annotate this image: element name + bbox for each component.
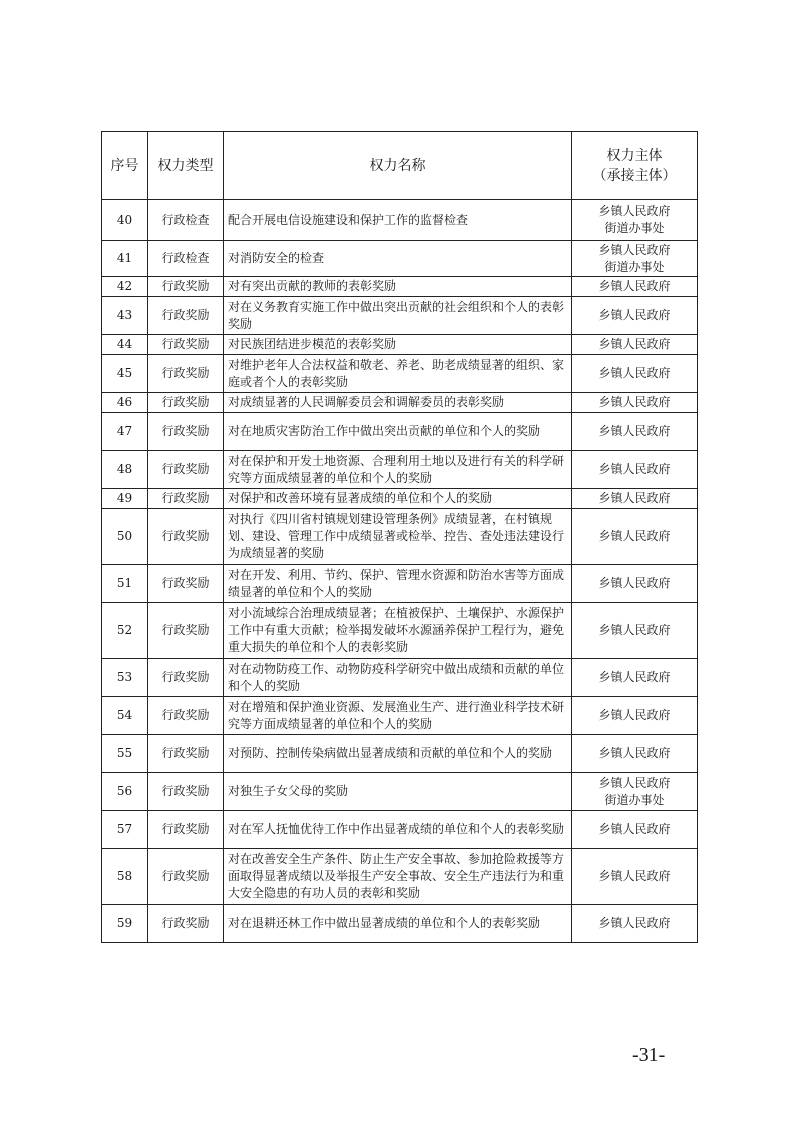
- table-row: [102, 811, 698, 849]
- power-type: 行政奖励: [148, 565, 224, 603]
- power-name: 对保护和改善环境有显著成绩的单位和个人的奖励: [224, 489, 572, 509]
- power-subject-line: 乡镇人民政府: [598, 308, 671, 322]
- power-type: 行政奖励: [148, 735, 224, 773]
- power-name: 对在增殖和保护渔业资源、发展渔业生产、进行渔业科学技术研究等方面成绩显著的单位和个人的奖励: [224, 697, 572, 735]
- power-subject: [572, 355, 698, 393]
- power-name: 对小流域综合治理成绩显著；在植被保护、土壤保护、水源保护工作中有重大贡献；检举揭发破坏水源涵养保护工程行为，避免重大损失的单位和个人的表彰奖励: [224, 603, 572, 659]
- power-subject: [572, 393, 698, 413]
- header-name: 权力名称: [224, 132, 572, 200]
- power-name: 对在保护和开发土地资源、合理利用土地以及进行有关的科学研究等方面成绩显著的单位和个人的奖励: [224, 451, 572, 489]
- power-name: 对在改善安全生产条件、防止生产安全事故、参加抢险救援等方面取得显著成绩以及举报生产安全事故、安全生产违法行为和重大安全隐患的有功人员的表彰和奖励: [224, 849, 572, 905]
- row-number: 44: [102, 335, 148, 355]
- power-name: 对预防、控制传染病做出显著成绩和贡献的单位和个人的奖励: [224, 735, 572, 773]
- row-number: 58: [102, 849, 148, 905]
- header-subject-line1: 权力主体: [606, 147, 663, 164]
- power-name: 对在动物防疫工作、动物防疫科学研究中做出成绩和贡献的单位和个人的奖励: [224, 659, 572, 697]
- power-subject-line: 乡镇人民政府: [598, 337, 671, 351]
- power-subject: [572, 603, 698, 659]
- row-number: 59: [102, 905, 148, 943]
- power-subject-line: 街道办事处: [604, 792, 665, 807]
- power-type: 行政奖励: [148, 451, 224, 489]
- table-row: [102, 413, 698, 451]
- power-subject-line: 街道办事处: [604, 259, 665, 274]
- power-subject: [572, 241, 698, 277]
- power-subject: [572, 659, 698, 697]
- power-subject-line: 乡镇人民政府: [598, 708, 671, 722]
- table-row: [102, 565, 698, 603]
- power-subject-line: 乡镇人民政府: [598, 424, 671, 438]
- header-num: 序号: [102, 132, 148, 200]
- power-type: 行政检查: [148, 200, 224, 241]
- row-number: 46: [102, 393, 148, 413]
- power-type: 行政奖励: [148, 413, 224, 451]
- power-name: 对执行《四川省村镇规划建设管理条例》成绩显著，在村镇规划、建设、管理工作中成绩显著或检举、控告、查处违法建设行为成绩显著的奖励: [224, 509, 572, 565]
- table-row: [102, 355, 698, 393]
- power-subject-line: 乡镇人民政府: [598, 916, 671, 930]
- power-type: 行政奖励: [148, 697, 224, 735]
- power-type: 行政奖励: [148, 905, 224, 943]
- power-subject-line: 乡镇人民政府: [598, 366, 671, 380]
- power-subject: [572, 905, 698, 943]
- power-subject-line: 乡镇人民政府: [598, 576, 671, 590]
- power-name: 对在军人抚恤优待工作中作出显著成绩的单位和个人的表彰奖励: [224, 811, 572, 849]
- row-number: 51: [102, 565, 148, 603]
- row-number: 41: [102, 241, 148, 277]
- power-subject: [572, 697, 698, 735]
- header-subject-line2: （承接主体）: [592, 167, 677, 184]
- row-number: 50: [102, 509, 148, 565]
- power-subject-line: 乡镇人民政府: [598, 670, 671, 684]
- power-subject: [572, 735, 698, 773]
- power-subject: [572, 811, 698, 849]
- power-subject: [572, 773, 698, 811]
- table-row: [102, 659, 698, 697]
- power-name: 对维护老年人合法权益和敬老、养老、助老成绩显著的组织、家庭或者个人的表彰奖励: [224, 355, 572, 393]
- row-number: 48: [102, 451, 148, 489]
- power-name: 对成绩显著的人民调解委员会和调解委员的表彰奖励: [224, 393, 572, 413]
- power-subject-line: 乡镇人民政府: [598, 623, 671, 637]
- power-subject-line: 街道办事处: [604, 221, 665, 235]
- row-number: 49: [102, 489, 148, 509]
- power-type: 行政奖励: [148, 355, 224, 393]
- table-row: [102, 849, 698, 905]
- power-type: 行政奖励: [148, 773, 224, 811]
- power-name: 对在退耕还林工作中做出显著成绩的单位和个人的表彰奖励: [224, 905, 572, 943]
- power-name: 配合开展电信设施建设和保护工作的监督检查: [224, 200, 572, 241]
- power-subject-line: 乡镇人民政府: [598, 822, 671, 836]
- row-number: 55: [102, 735, 148, 773]
- power-list-table: [101, 131, 698, 943]
- power-subject-line: 乡镇人民政府: [598, 529, 671, 543]
- row-number: 56: [102, 773, 148, 811]
- table-header-row: [102, 132, 698, 200]
- power-subject-line: 乡镇人民政府: [598, 204, 671, 218]
- row-number: 52: [102, 603, 148, 659]
- table-row: [102, 200, 698, 241]
- power-subject: [572, 849, 698, 905]
- table-row: [102, 335, 698, 355]
- power-subject-line: 乡镇人民政府: [598, 491, 671, 505]
- table-row: [102, 735, 698, 773]
- power-type: 行政奖励: [148, 277, 224, 297]
- table-row: [102, 697, 698, 735]
- power-type: 行政奖励: [148, 509, 224, 565]
- power-subject-line: 乡镇人民政府: [598, 775, 671, 790]
- power-subject: [572, 200, 698, 241]
- header-subject: [572, 132, 698, 200]
- power-subject: [572, 297, 698, 335]
- power-name: 对在开发、利用、节约、保护、管理水资源和防治水害等方面成绩显著的单位和个人的奖励: [224, 565, 572, 603]
- power-subject: [572, 509, 698, 565]
- row-number: 42: [102, 277, 148, 297]
- power-type: 行政奖励: [148, 489, 224, 509]
- power-type: 行政奖励: [148, 335, 224, 355]
- power-name: 对在地质灾害防治工作中做出突出贡献的单位和个人的奖励: [224, 413, 572, 451]
- page-number: -31-: [632, 1044, 666, 1066]
- table-row: [102, 489, 698, 509]
- power-subject-line: 乡镇人民政府: [598, 279, 671, 293]
- power-name: 对民族团结进步模范的表彰奖励: [224, 335, 572, 355]
- power-subject: [572, 451, 698, 489]
- row-number: 40: [102, 200, 148, 241]
- row-number: 57: [102, 811, 148, 849]
- table-row: [102, 297, 698, 335]
- header-type: 权力类型: [148, 132, 224, 200]
- power-subject-line: 乡镇人民政府: [598, 462, 671, 476]
- table-row: [102, 393, 698, 413]
- power-type: 行政检查: [148, 241, 224, 277]
- power-subject-line: 乡镇人民政府: [598, 869, 671, 883]
- power-type: 行政奖励: [148, 297, 224, 335]
- table-row: [102, 509, 698, 565]
- power-name: 对消防安全的检查: [224, 241, 572, 277]
- power-name: 对在义务教育实施工作中做出突出贡献的社会组织和个人的表彰奖励: [224, 297, 572, 335]
- power-type: 行政奖励: [148, 659, 224, 697]
- power-type: 行政奖励: [148, 603, 224, 659]
- row-number: 47: [102, 413, 148, 451]
- row-number: 53: [102, 659, 148, 697]
- power-subject: [572, 335, 698, 355]
- power-type: 行政奖励: [148, 811, 224, 849]
- power-subject-line: 乡镇人民政府: [598, 242, 671, 257]
- table-row: [102, 451, 698, 489]
- table-body: [102, 200, 698, 943]
- power-subject: [572, 565, 698, 603]
- table-row: [102, 241, 698, 277]
- power-subject: [572, 489, 698, 509]
- table-row: [102, 277, 698, 297]
- row-number: 54: [102, 697, 148, 735]
- power-subject: [572, 413, 698, 451]
- table-row: [102, 773, 698, 811]
- table-row: [102, 603, 698, 659]
- power-type: 行政奖励: [148, 393, 224, 413]
- power-type: 行政奖励: [148, 849, 224, 905]
- power-name: 对独生子女父母的奖励: [224, 773, 572, 811]
- power-subject-line: 乡镇人民政府: [598, 395, 671, 409]
- row-number: 45: [102, 355, 148, 393]
- power-name: 对有突出贡献的教师的表彰奖励: [224, 277, 572, 297]
- power-subject-line: 乡镇人民政府: [598, 746, 671, 760]
- power-subject: [572, 277, 698, 297]
- row-number: 43: [102, 297, 148, 335]
- table-row: [102, 905, 698, 943]
